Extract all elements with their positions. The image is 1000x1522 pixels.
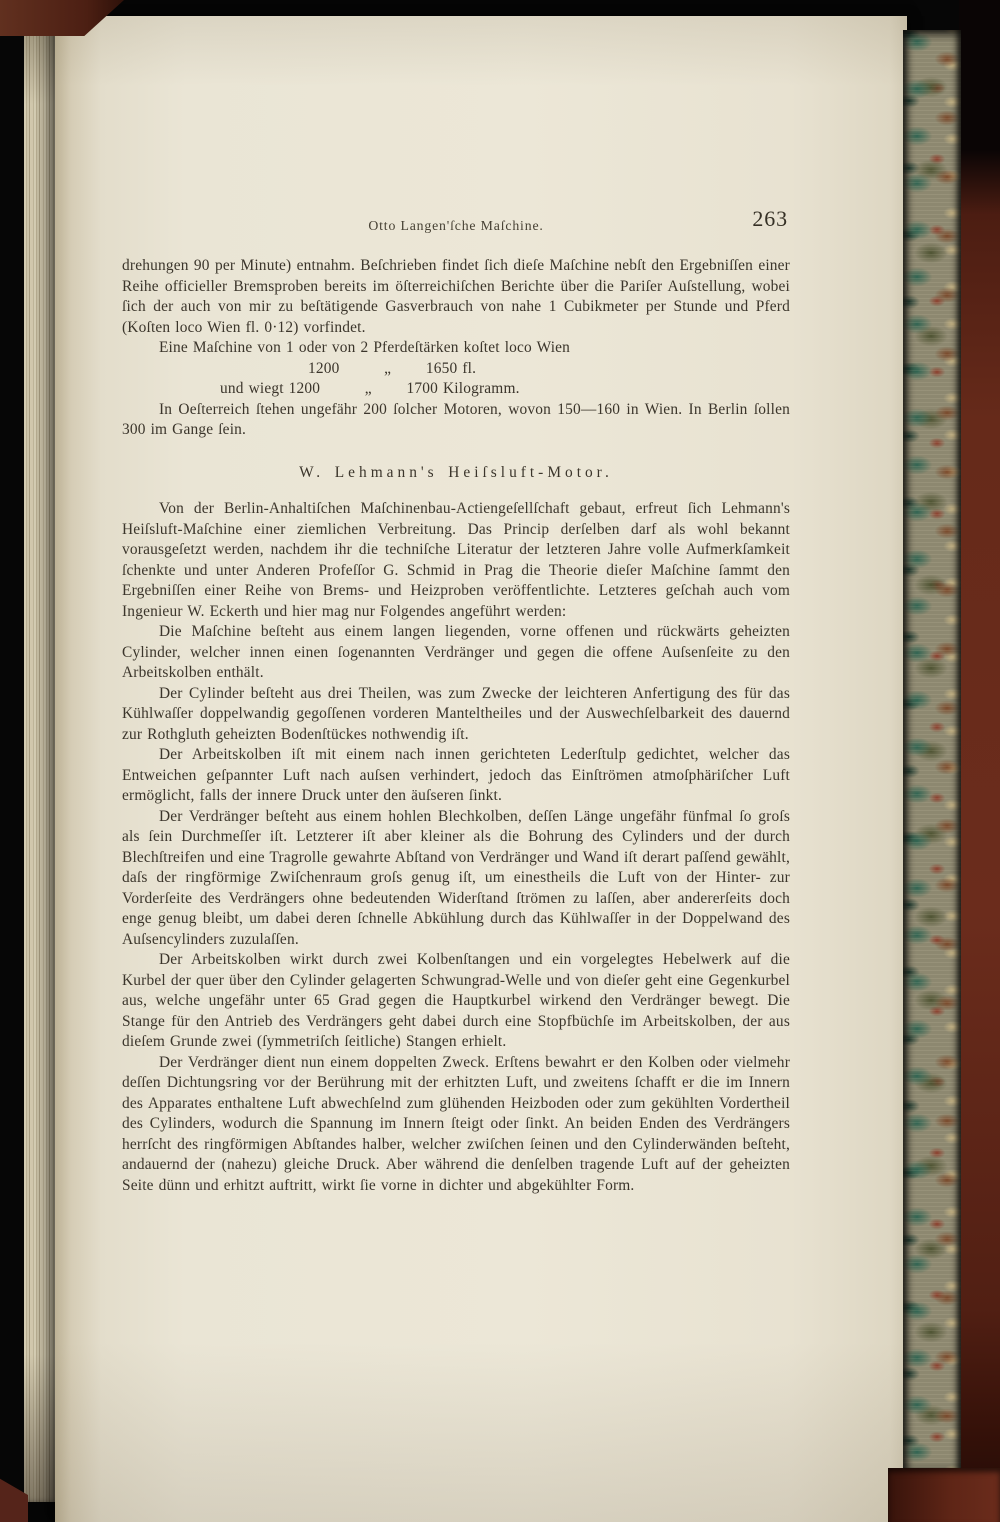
- price-line-2: und wiegt 1200 „ 1700 Kilogramm.: [220, 380, 520, 397]
- paragraph: Die Maſchine beſteht aus einem langen liegenden, vorne offenen und rückwärts geheizten Cylinder, welcher innen einen ſogenannten Verdränger und gegen die offene Auſsenſeite zu den Arbeitskolben enthält.: [122, 623, 790, 681]
- book-page: [55, 16, 907, 1522]
- marbled-fore-edge: [903, 30, 961, 1478]
- section-heading: W. Lehmann's Heiſsluft-Motor.: [299, 463, 613, 481]
- paragraph: Von der Berlin-Anhaltiſchen Maſchinenbau-Actiengeſellſchaft gebaut, erfreut ſich Lehmann's Heiſsluft-Maſchine einer ziemlichen Verbreitung. Das Princip derſelben darf als wohl bekannt vorausgeſetzt werden, nachdem ihr die techniſche Literatur der letzteren Jahre volle Aufmerkſamkeit ſchenkte und unter Anderen Profeſſor G. Schmid in Prag die Theorie dieſer Maſchine ſammt den Ergebniſſen einer Reihe von Brems- und Heizproben veröffentlichte. Letzteres geſchah auch vom Ingenieur W. Eckerth und hier mag nur Folgendes angeführt werden:: [122, 500, 790, 620]
- paragraph-machine-cost: Eine Maſchine von 1 oder von 2 Pferdeſtärken koſtet loco Wien: [158, 339, 571, 356]
- running-title: Otto Langen'ſche Maſchine.: [368, 218, 544, 233]
- price-line-1: 1200 „ 1650 fl.: [308, 359, 477, 377]
- paragraph: Der Arbeitskolben iſt mit einem nach innen gerichteten Lederſtulp gedichtet, welcher das Entweichen geſpannter Luft nach auſsen verhindert, jedoch das Einſtrömen atmoſphäriſcher Luft ermöglicht, falls der innere Druck unter den äuſseren ſinkt.: [122, 746, 790, 804]
- page-text: [122, 256, 790, 1196]
- running-header: [122, 206, 790, 240]
- paragraph-motor-count: In Oeſterreich ſtehen ungefähr 200 ſolcher Motoren, wovon 150—160 in Wien. In Berlin ſollen 300 im Gange ſein.: [122, 400, 790, 438]
- paragraph: Der Verdränger dient nun einem doppelten Zweck. Erſtens bewahrt er den Kolben oder vielmehr deſſen Dichtungsring vor der Berührung mit der erhitzten Luft, und zweitens ſchafft er die im Innern des Apparates enthaltene Luft abwechſelnd zum glühenden Heizboden oder zum gekühlten Vordertheil des Cylinders, wodurch die Spannung im Innern ſteigt oder ſinkt. An beiden Enden des Verdrängers herrſcht des ringförmigen Abſtandes halber, welcher zwiſchen ſeinen und den Cylinderwänden beſteht, andauernd der (nahezu) gleiche Druck. Aber während die denſelben tragende Luft auf der geheizten Seite dünn und erhitzt auftritt, wirkt ſie vorne in dichter und abgekühlter Form.: [122, 1053, 790, 1194]
- page-number: 263: [752, 206, 788, 231]
- book-cover-right: [959, 0, 1000, 1522]
- book-cover-bottom-right: [888, 1468, 1000, 1522]
- paragraph: Der Arbeitskolben wirkt durch zwei Kolbenſtangen und ein vorgelegtes Hebelwerk auf die Kurbel der quer über den Cylinder gelagerten Schwungrad-Welle und von dieſer geht eine Gegenkurbel aus, welche ungefähr unter 65 Grad gegen die Hauptkurbel wirkend den Verdränger bewegt. Die Stange für den Antrieb des Verdrängers geht dabei durch eine Stopfbüchſe im Arbeitskolben, der aus dieſem Grunde zwei (ſymmetriſch ſeitliche) Stangen erhielt.: [122, 951, 790, 1050]
- paragraph: Der Cylinder beſteht aus drei Theilen, was zum Zwecke der leichteren Anfertigung des für das Kühlwaſſer doppelwandig gegoſſenen vorderen Manteltheiles und der Auswechſelbarkeit des dauernd zur Rothgluth geheizten Bodenſtückes nothwendig iſt.: [122, 684, 790, 743]
- paragraph-continuation: drehungen 90 per Minute) entnahm. Beſchrieben findet ſich dieſe Maſchine nebſt den Ergebniſſen einer Reihe officieller Bremsproben bereits im öſterreichiſchen Berichte über die Pariſer Auſstellung, wobei ſich der auch von mir zu beſtätigende Gasverbrauch von nahe 1 Cubikmeter per Stunde und Pferd (Koſten loco Wien fl. 0·12) vorfindet.: [122, 257, 790, 336]
- paragraph: Der Verdränger beſteht aus einem hohlen Blechkolben, deſſen Länge ungefähr fünfmal ſo groſs als ſein Durchmeſſer iſt. Letzterer iſt aber kleiner als die Bohrung des Cylinders und der durch Blechſtreifen und eine Tragrolle gewahrte Abſtand von Verdränger und Wand iſt derart paſſend gewählt, daſs der ringförmige Zwiſchenraum groſs genug iſt, um einestheils die Luft von der Hinter- zur Vorderſeite des Verdrängers ohne bedeutenden Widerſtand ſtrömen zu laſſen, aber andererſeits doch enge genug bleibt, um dabei deren ſchnelle Abkühlung durch das Kühlwaſſer in der Doppelwand des Auſsencylinders zuzulaſſen.: [122, 807, 790, 948]
